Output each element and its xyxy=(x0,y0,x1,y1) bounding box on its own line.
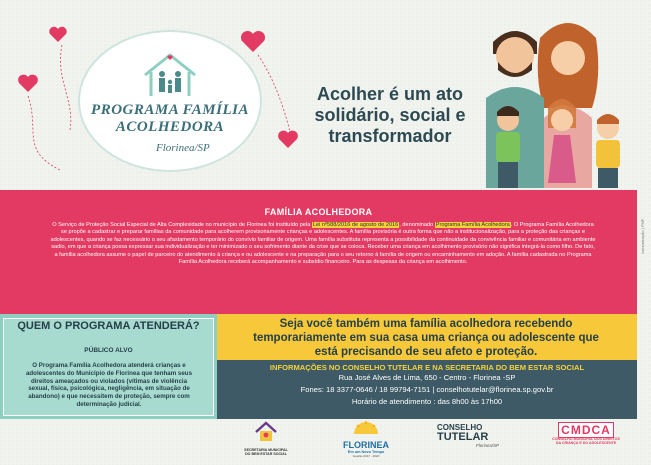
contact-title: INFORMAÇÕES NO CONSELHO TUTELAR E NA SECRETARIA DO BEM ESTAR SOCIAL xyxy=(269,363,585,372)
florinea-logo xyxy=(337,421,395,458)
cmdca-caption-1: CONSELHO MUNICIPAL DOS DIREITOS xyxy=(552,437,620,441)
cmdca-caption-2: DA CRIANÇA E DO ADOLESCENTE xyxy=(555,441,617,446)
band-text-c: . O Programa Família Acolhedora se propõe a cadastrar e preparar famílias da comunidade para acolherem provisoriamente crianças e adolescentes. A família provisória é outra forma que não a institucionalização, para a proteção das crianças e adolescentes, quando se faz necessário o seu afastamento temporário do convívio familiar de origem. Uma família substituta representa a possibilidade da continuidade da convivência familiar e comunitária em ambiente sadio, em que a criança possa expressar sua individualização e ter minimizado o seu sofrimento diante da crise que se coloca. Receber uma criança em acolhimento provisório não significa integrá-la como filho. De fato, a família acolhedora assume o papel de parceiro do atendimento à criança e ou adolescente e na preparação para o seu retorno à família de origem ou encaminhamento em adoção. A família cadastrada no Programa Família Acolhedora receberá acompanhamento e subsídio financeiro. Para as despesas da criança em acolhimento. xyxy=(50,222,596,266)
tagline xyxy=(310,84,470,147)
logo-title-line2: ACOLHEDORA xyxy=(115,119,225,135)
contact-address: Rua José Alves de Lima, 650 - Centro - Florinea -SP xyxy=(338,373,516,382)
florinea-years: Gestão 2017 - 2020 xyxy=(352,453,380,458)
ct-line1: CONSELHO xyxy=(437,423,483,432)
band-text-a: O Serviço de Proteção Social Especial de Alta Complexidade no município de Florinea foi instituído pela xyxy=(52,222,312,228)
callout-text: Seja você também uma família acolhedora recebendo temporariamente em sua casa uma criança ou adolescente que está precisando de seu afeto e proteção. xyxy=(253,318,599,358)
secretaria-logo xyxy=(232,421,300,456)
family-illustration xyxy=(478,8,638,190)
target-title: QUEM O PROGRAMA ATENDERÁ? xyxy=(17,320,200,332)
program-logo xyxy=(78,30,262,172)
cmdca-logo xyxy=(543,423,629,445)
house-family-icon xyxy=(140,50,200,100)
tagline-line: Acolher é um ato xyxy=(316,84,464,104)
cmdca-wordmark: CMDCA xyxy=(558,422,614,438)
logo-title-line1: PROGRAMA FAMÍLIA xyxy=(91,102,249,118)
target-text: O Programa Família Acolhedora atenderá crianças e adolescentes do Município de Florinea que tenham seus direitos ameaçados ou violados (vítimas de violência sexual, física, psicológica, negligência, em situação de abandono) e que necessitem de proteção, sempre com determinação judicial. xyxy=(25,362,193,408)
florinea-slogan: Em um Novo Tempo xyxy=(347,450,385,454)
side-credit: comunicação | PMF xyxy=(640,218,645,254)
cmdca-name xyxy=(543,423,629,437)
florinea-name: FLORINEA xyxy=(343,440,389,450)
band-title: FAMÍLIA ACOLHEDORA xyxy=(264,207,373,217)
house-icon xyxy=(254,421,278,443)
logo-city: Florinea/SP xyxy=(156,142,210,154)
ct-line2: TUTELAR xyxy=(437,431,489,443)
program-name: Programa Família Acolhedora xyxy=(435,222,510,228)
contact-hours: Horário de atendimento : das 8h00 às 17h00 xyxy=(351,397,503,406)
sec-caption-1: SECRETARIA MUNICIPAL xyxy=(244,448,288,452)
contact-phones: Fones: 18 3377-0646 / 18 99794-7151 | conselhotutelar@florinea.sp.gov.br xyxy=(300,385,554,394)
target-subtitle: PÚBLICO ALVO xyxy=(84,347,133,354)
ct-city: Florinea/SP xyxy=(476,443,499,448)
tagline-line: solidário, social e xyxy=(314,105,466,125)
sec-caption-2: DO BEM ESTAR SOCIAL xyxy=(245,452,287,457)
band-paragraph xyxy=(50,222,596,266)
sun-icon xyxy=(351,421,381,435)
tagline-line: transformador xyxy=(328,126,452,146)
law-reference: Lei nº588/2016 de agosto de 2016 xyxy=(312,222,399,228)
band-text-b: , denominado xyxy=(399,222,435,228)
conselho-tutelar-logo xyxy=(437,423,499,448)
